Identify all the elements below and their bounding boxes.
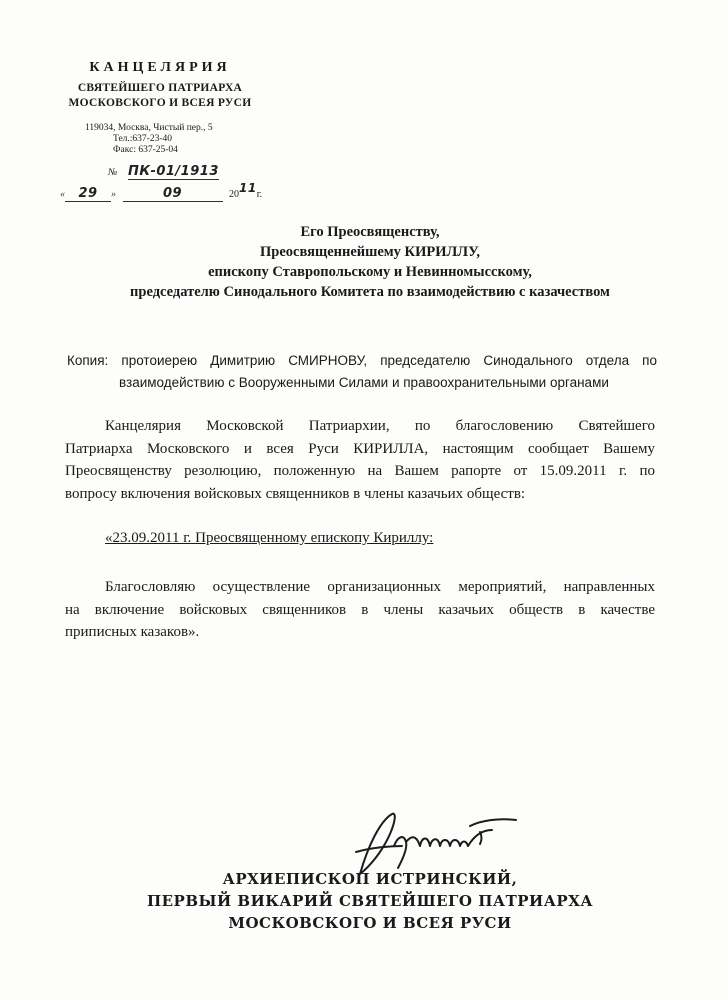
body-paragraph-1 [65, 415, 655, 505]
paragraph-2-line: приписных казаков». [65, 624, 200, 640]
letterhead-fax: Факс: 637-25-04 [113, 145, 178, 155]
registration-number [108, 164, 219, 180]
letterhead-address: 119034, Москва, Чистый пер., 5 [85, 123, 213, 133]
number-label: № [108, 167, 118, 178]
body-paragraph-2 [65, 576, 655, 644]
paragraph-1-line: Преосвященству резолюцию, положенную на Вашем рапорте от 15.09.2011 г. по [65, 463, 655, 479]
date-month: 09 [123, 186, 223, 202]
signatory-block [130, 868, 610, 934]
number-value: ПК-01/1913 [127, 164, 219, 179]
resolution-heading: «23.09.2011 г. Преосвященному епископу Кириллу: [105, 530, 434, 546]
paragraph-2-line: Благословляю осуществление организационных мероприятий, направленных [105, 579, 655, 595]
addressee-line-2: Преосвященнейшему КИРИЛЛУ, [260, 244, 480, 260]
addressee-block [60, 222, 680, 302]
copy-line-1: Копия: протоиерею Димитрию СМИРНОВУ, председателю Синодального отдела по [67, 353, 657, 368]
paragraph-1-line: Патриарха Московского и всея Руси КИРИЛЛА, настоящим сообщает Вашему [65, 440, 655, 457]
addressee-line-4: председателю Синодального Комитета по взаимодействию с казачеством [130, 284, 610, 300]
year-abbr: г. [256, 189, 263, 200]
year-prefix: 20 [229, 189, 239, 200]
letterhead-title: КАНЦЕЛЯРИЯ [89, 60, 231, 75]
paragraph-2-line: на включение войсковых священников в члены казачьих обществ в качестве [65, 601, 655, 618]
letterhead-contacts [85, 123, 213, 156]
registration-date [60, 181, 263, 202]
date-day: 29 [65, 186, 111, 202]
signatory-line-2: ПЕРВЫЙ ВИКАРИЙ СВЯТЕЙШЕГО ПАТРИАРХА [146, 892, 594, 910]
paragraph-1-line: вопросу включения войсковых священников в члены казачьих обществ: [65, 485, 526, 502]
copy-recipient [67, 350, 657, 394]
letterhead-phone: Тел.:637-23-40 [113, 134, 172, 144]
addressee-line-3: епископу Ставропольскому и Невинномысскому, [208, 264, 532, 280]
addressee-line-1: Его Преосвященству, [300, 224, 440, 240]
letterhead-subtitle-1: СВЯТЕЙШЕГО ПАТРИАРХА [77, 82, 243, 94]
year-suffix: 11 [239, 181, 257, 195]
letterhead-subtitle-2: МОСКОВСКОГО И ВСЕЯ РУСИ [68, 97, 252, 109]
signatory-line-1: АРХИЕПИСКОП ИСТРИНСКИЙ, [222, 870, 518, 888]
signatory-line-3: МОСКОВСКОГО И ВСЕЯ РУСИ [228, 914, 512, 932]
paragraph-1-line: Канцелярия Московской Патриархии, по благословению Святейшего [105, 418, 655, 434]
date-close-quote: » [111, 189, 116, 200]
copy-line-2: взаимодействию с Вооруженными Силами и правоохранительными органами [119, 375, 609, 390]
date-year [229, 181, 263, 200]
date-open-quote: « [60, 189, 65, 200]
